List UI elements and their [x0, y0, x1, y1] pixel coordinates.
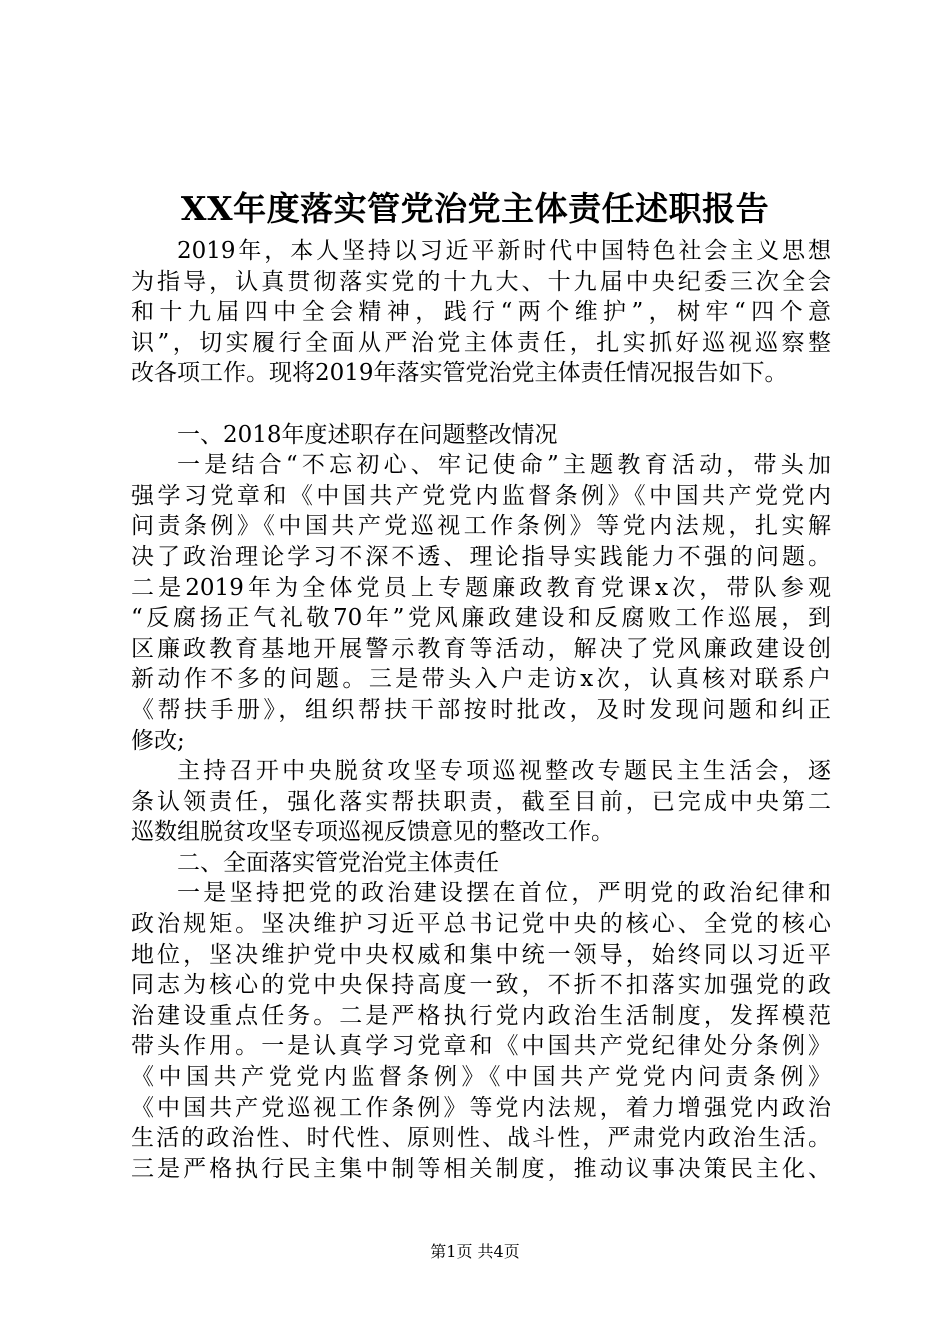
text-line: 和十九届四中全会精神，践行“两个维护”，树牢“四个意 [131, 299, 831, 326]
text-line: 二是2019年为全体党员上专题廉政教育党课x次，带队参观 [131, 574, 831, 601]
text-line: 同志为核心的党中央保持高度一致，不折不扣落实加强党的政 [131, 972, 831, 999]
text-line: 2019年，本人坚持以习近平新时代中国特色社会主义思想 [177, 238, 831, 264]
text-line: 三是严格执行民主集中制等相关制度，推动议事决策民主化、 [131, 1155, 831, 1182]
text-line: 二、全面落实管党治党主体责任 [177, 849, 499, 876]
text-line: 条认领责任，强化落实帮扶职责，截至目前，已完成中央第二 [131, 788, 831, 815]
text-line: 生活的政治性、时代性、原则性、战斗性，严肃党内政治生活。 [131, 1125, 831, 1152]
text-line: 区廉政教育基地开展警示教育等活动，解决了党风廉政建设创 [131, 635, 831, 662]
text-line: 一是结合“不忘初心、牢记使命”主题教育活动，带头加 [177, 452, 831, 479]
text-line: 为指导，认真贯彻落实党的十九大、十九届中央纪委三次全会 [131, 268, 831, 295]
text-line: 《中国共产党巡视工作条例》等党内法规，着力增强党内政治 [131, 1094, 831, 1121]
page-footer: 第1页 共4页 [430, 1242, 520, 1261]
document-title: XX年度落实管党治党主体责任述职报告 [180, 189, 770, 228]
paragraph-gap [131, 389, 831, 420]
text-line: 《帮扶手册》，组织帮扶干部按时批改，及时发现问题和纠正 [131, 696, 831, 723]
text-line: 主持召开中央脱贫攻坚专项巡视整改专题民主生活会，逐 [177, 758, 831, 785]
text-line: 修改; [131, 727, 185, 754]
document-body [131, 236, 831, 1184]
text-line: 政治规矩。坚决维护习近平总书记党中央的核心、全党的核心 [131, 911, 831, 938]
text-line: 强学习党章和《中国共产党党内监督条例》《中国共产党党内 [131, 482, 831, 509]
text-line: 问责条例》《中国共产党巡视工作条例》等党内法规，扎实解 [131, 513, 831, 540]
text-line: 带头作用。一是认真学习党章和《中国共产党纪律处分条例》 [131, 1033, 831, 1060]
text-line: 治建设重点任务。二是严格执行党内政治生活制度，发挥模范 [131, 1002, 831, 1029]
text-line: 识”，切实履行全面从严治党主体责任，扎实抓好巡视巡察整 [131, 329, 831, 356]
text-line: 巡数组脱贫攻坚专项巡视反馈意见的整改工作。 [131, 819, 614, 846]
text-line: “反腐扬正气礼敬70年”党风廉政建设和反腐败工作巡展，到 [131, 605, 831, 632]
text-line: 《中国共产党党内监督条例》《中国共产党党内问责条例》 [131, 1064, 831, 1091]
text-line: 一、2018年度述职存在问题整改情况 [177, 421, 558, 448]
text-line: 决了政治理论学习不深不透、理论指导实践能力不强的问题。 [131, 543, 831, 570]
text-line: 地位，坚决维护党中央权威和集中统一领导，始终同以习近平 [131, 941, 831, 968]
text-line: 新动作不多的问题。三是带头入户走访x次，认真核对联系户 [131, 666, 831, 693]
text-line: 改各项工作。现将2019年落实管党治党主体责任情况报告如下。 [131, 360, 788, 387]
text-line: 一是坚持把党的政治建设摆在首位，严明党的政治纪律和 [177, 880, 831, 907]
